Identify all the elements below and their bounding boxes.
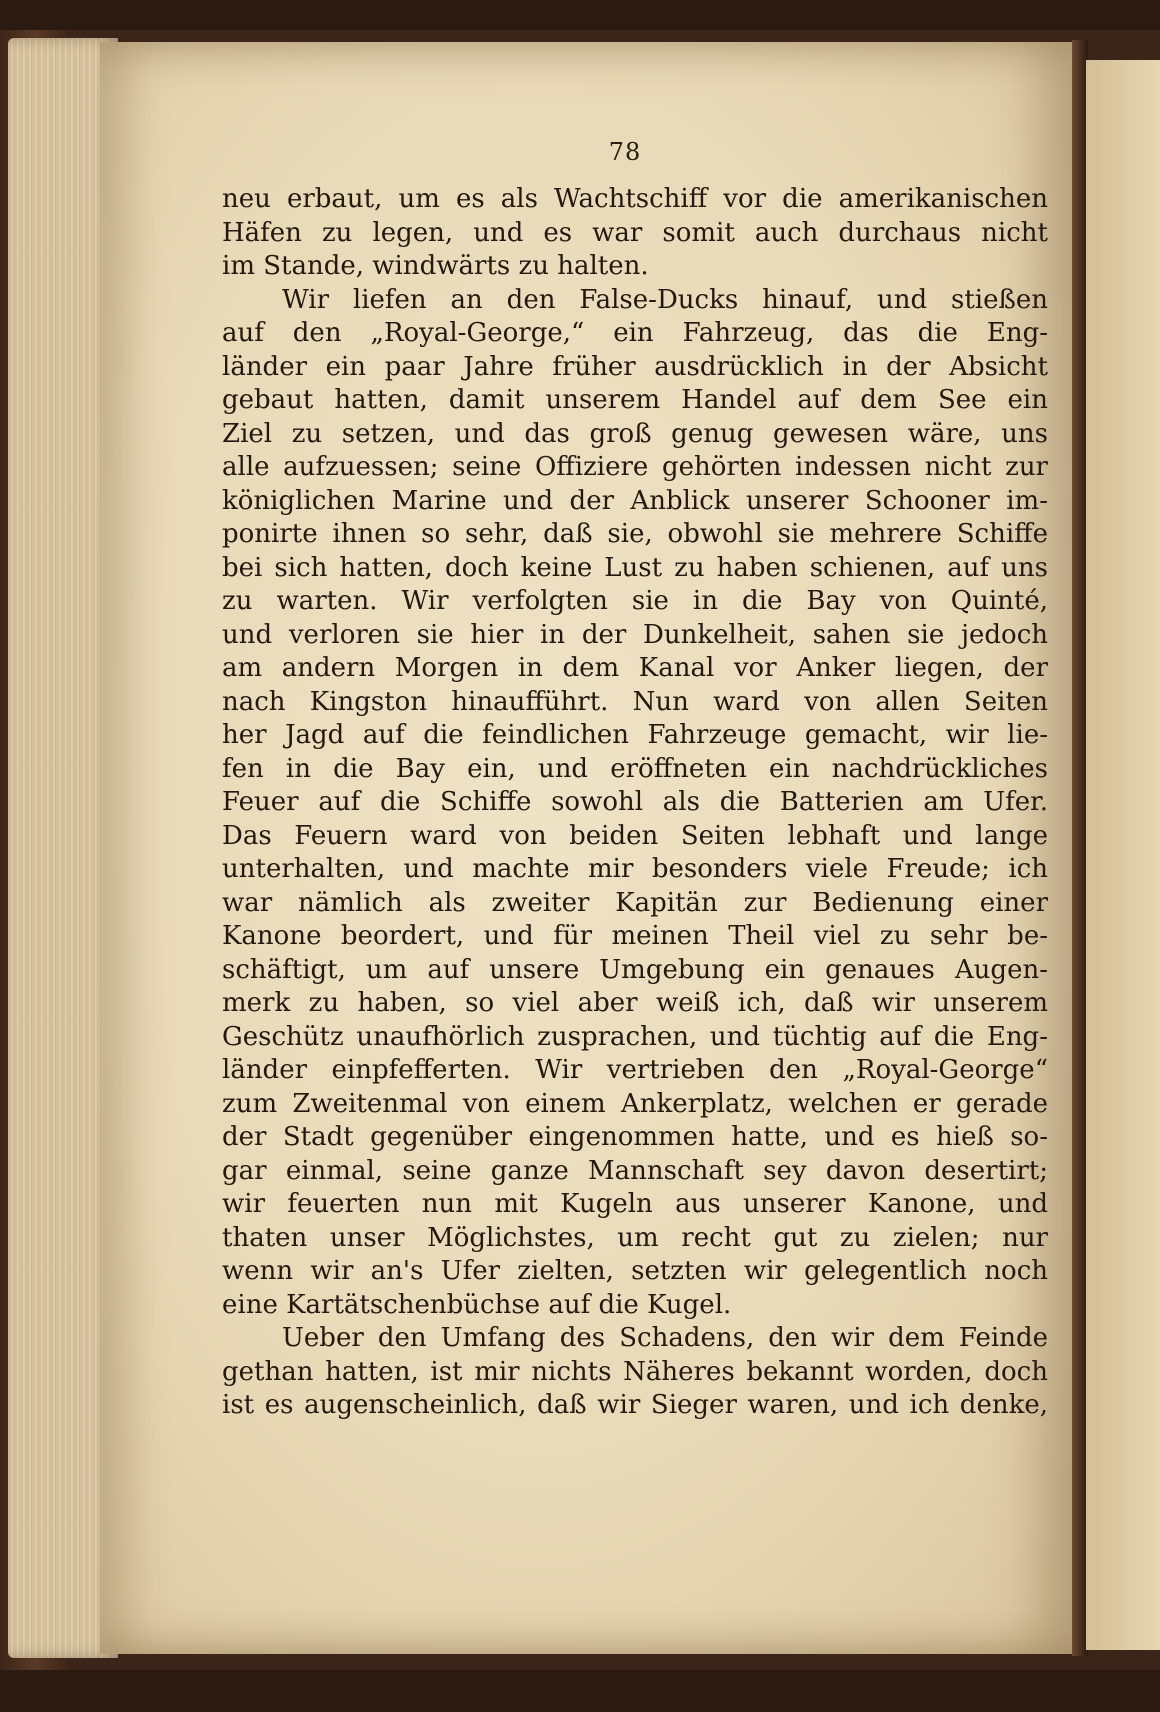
text-line: Kanone beordert, und für meinen Theil viel zu sehr be- <box>222 921 1048 951</box>
text-line: Wir liefen an den False-Ducks hinauf, und stießen <box>282 284 1048 315</box>
text-line: her Jagd auf die feindlichen Fahrzeuge gemacht, wir lie- <box>222 720 1048 750</box>
text-line: königlichen Marine und der Anblick unserer Schooner im- <box>222 485 1048 516</box>
body-text <box>222 183 1048 1423</box>
text-line: Ueber den Umfang des Schadens, den wir dem Feinde <box>282 1323 1048 1353</box>
text-line: Das Feuern ward von beiden Seiten lebhaft und lange <box>222 820 1048 851</box>
text-line: merk zu haben, so viel aber weiß ich, daß wir unserem <box>222 988 1048 1018</box>
text-line: unterhalten, und machte mir besonders viele Freude; ich <box>222 854 1048 884</box>
text-line: Häfen zu legen, und es war somit auch durchaus nicht <box>222 217 1048 248</box>
text-line: gar einmal, seine ganze Mannschaft sey davon desertirt; <box>222 1155 1048 1186</box>
text-line: auf den „Royal-George,“ ein Fahrzeug, das die Eng- <box>222 318 1048 348</box>
text-line: thaten unser Möglichstes, um recht gut zu zielen; nur <box>222 1222 1048 1253</box>
text-line: im Stande, windwärts zu halten. <box>222 251 649 281</box>
text-line: war nämlich als zweiter Kapitän zur Bedienung einer <box>222 887 1048 918</box>
text-line: neu erbaut, um es als Wachtschiff vor die amerikanischen <box>222 184 1048 214</box>
text-line: am andern Morgen in dem Kanal vor Anker liegen, der <box>222 653 1048 683</box>
text-line: zum Zweitenmal von einem Ankerplatz, welchen er gerade <box>222 1088 1048 1119</box>
text-line: nach Kingston hinaufführt. Nun ward von allen Seiten <box>222 686 1048 717</box>
text-line: eine Kartätschenbüchse auf die Kugel. <box>222 1289 732 1320</box>
text-line: fen in die Bay ein, und eröffneten ein nachdrückliches <box>222 753 1048 784</box>
text-line: länder einpfefferten. Wir vertrieben den „Royal-George“ <box>222 1055 1048 1085</box>
text-line: gethan hatten, ist mir nichts Näheres bekannt worden, doch <box>222 1356 1048 1387</box>
text-line: Ziel zu setzen, und das groß genug gewesen wäre, uns <box>222 418 1048 449</box>
text-line: bei sich hatten, doch keine Lust zu haben schienen, auf uns <box>222 552 1048 583</box>
text-line: gebaut hatten, damit unserem Handel auf dem See ein <box>222 385 1048 415</box>
text-line: wenn wir an's Ufer zielten, setzten wir gelegentlich noch <box>222 1256 1048 1286</box>
text-line: der Stadt gegenüber eingenommen hatte, und es hieß so- <box>222 1122 1048 1152</box>
text-line: und verloren sie hier in der Dunkelheit, sahen sie jedoch <box>222 619 1048 650</box>
text-line: alle aufzuessen; seine Offiziere gehörten indessen nicht zur <box>222 452 1048 482</box>
page-number: 78 <box>608 138 642 166</box>
next-page-edge <box>1086 60 1160 1650</box>
text-line: zu warten. Wir verfolgten sie in die Bay von Quinté, <box>222 586 1048 616</box>
text-line: Geschütz unaufhörlich zusprachen, und tüchtig auf die Eng- <box>222 1021 1048 1052</box>
text-line: Feuer auf die Schiffe sowohl als die Batterien am Ufer. <box>222 787 1048 817</box>
text-line: länder ein paar Jahre früher ausdrücklich in der Absicht <box>222 351 1048 382</box>
text-line: ist es augenscheinlich, daß wir Sieger waren, und ich denke, <box>222 1390 1048 1420</box>
text-line: schäftigt, um auf unsere Umgebung ein genaues Augen- <box>222 954 1048 985</box>
text-line: wir feuerten nun mit Kugeln aus unserer Kanone, und <box>222 1189 1048 1219</box>
text-line: ponirte ihnen so sehr, daß sie, obwohl sie mehrere Schiffe <box>222 519 1048 549</box>
